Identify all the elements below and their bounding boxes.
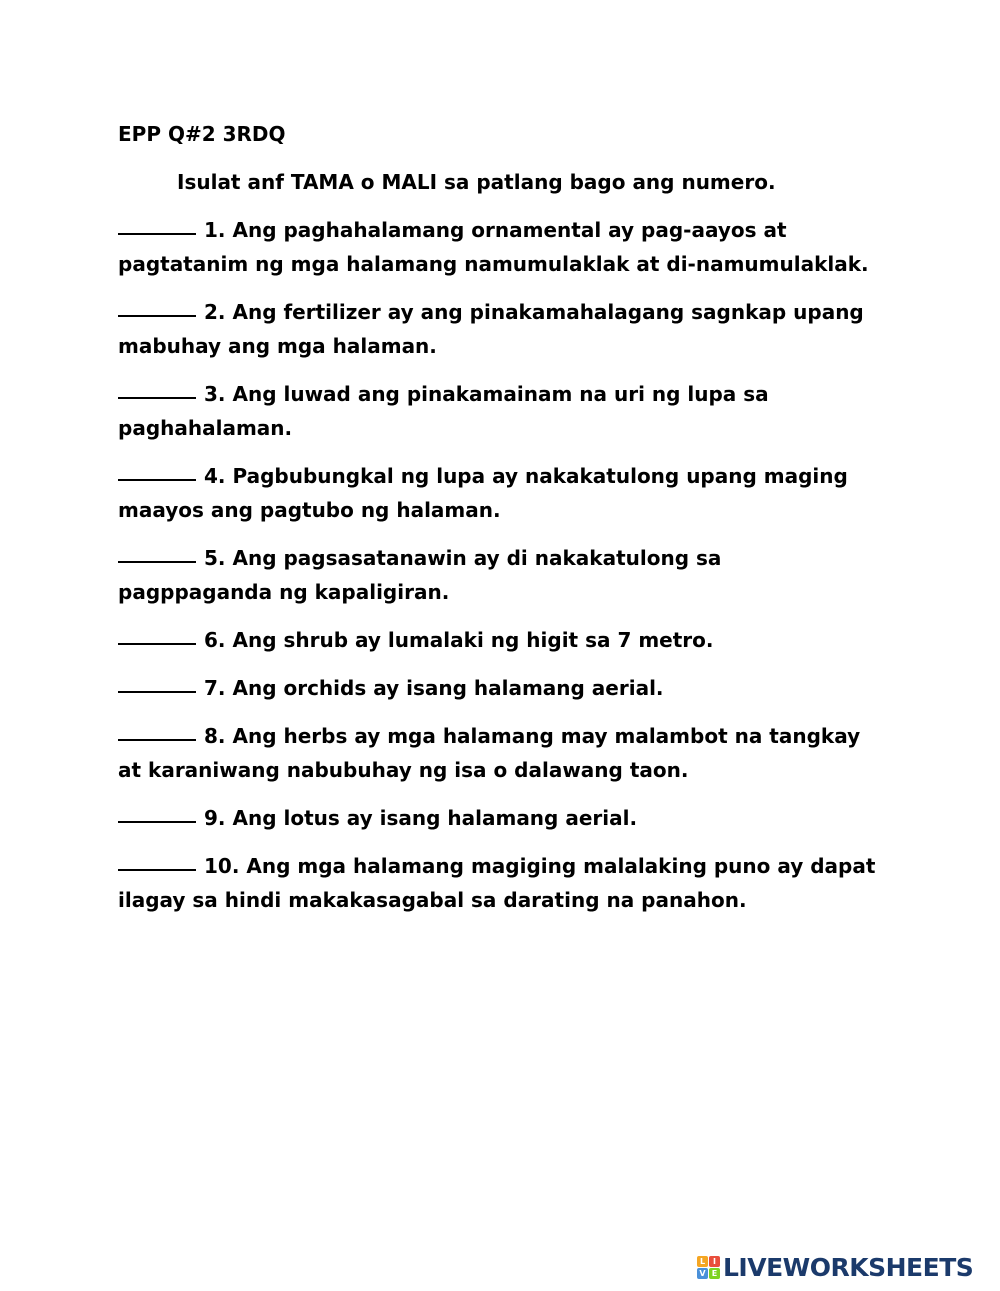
answer-blank[interactable] [118, 213, 196, 235]
worksheet [118, 117, 878, 931]
answer-blank[interactable] [118, 719, 196, 741]
logo-mark-tile: L [697, 1256, 708, 1267]
answer-blank[interactable] [118, 671, 196, 693]
logo-mark-icon [697, 1256, 720, 1279]
question-text: 1. Ang paghahalamang ornamental ay pag-aayos at pagtatanim ng mga halamang namumulaklak at di-namumulaklak. [118, 218, 869, 276]
question-item [118, 849, 878, 917]
question-item [118, 213, 878, 281]
answer-blank[interactable] [118, 801, 196, 823]
question-text: 6. Ang shrub ay lumalaki ng higit sa 7 metro. [204, 628, 714, 652]
question-item [118, 459, 878, 527]
answer-blank[interactable] [118, 849, 196, 871]
question-item [118, 377, 878, 445]
question-item [118, 623, 878, 657]
instruction-text: Isulat anf TAMA o MALI sa patlang bago ang numero. [177, 170, 776, 194]
question-text: 3. Ang luwad ang pinakamainam na uri ng lupa sa paghahalaman. [118, 382, 769, 440]
question-text: 9. Ang lotus ay isang halamang aerial. [204, 806, 638, 830]
question-text: 2. Ang fertilizer ay ang pinakamahalagang sagnkap upang mabuhay ang mga halaman. [118, 300, 864, 358]
question-item [118, 671, 878, 705]
answer-blank[interactable] [118, 377, 196, 399]
worksheet-title: EPP Q#2 3RDQ [118, 122, 286, 146]
logo-mark-tile: V [697, 1268, 708, 1279]
question-text: 4. Pagbubungkal ng lupa ay nakakatulong upang maging maayos ang pagtubo ng halaman. [118, 464, 848, 522]
answer-blank[interactable] [118, 623, 196, 645]
question-item [118, 719, 878, 787]
question-item [118, 541, 878, 609]
logo-text: LIVEWORKSHEETS [723, 1253, 974, 1282]
answer-blank[interactable] [118, 541, 196, 563]
logo-mark-tile: E [709, 1268, 720, 1279]
question-text: 8. Ang herbs ay mga halamang may malambot na tangkay at karaniwang nabubuhay ng isa o dalawang taon. [118, 724, 861, 782]
question-item [118, 801, 878, 835]
logo-mark-tile: I [709, 1256, 720, 1267]
question-text: 5. Ang pagsasatanawin ay di nakakatulong sa pagppaganda ng kapaligiran. [118, 546, 722, 604]
liveworksheets-logo [697, 1253, 973, 1282]
question-item [118, 295, 878, 363]
answer-blank[interactable] [118, 295, 196, 317]
answer-blank[interactable] [118, 459, 196, 481]
question-text: 7. Ang orchids ay isang halamang aerial. [204, 676, 664, 700]
question-text: 10. Ang mga halamang magiging malalaking puno ay dapat ilagay sa hindi makakasagabal sa darating na panahon. [118, 854, 876, 912]
